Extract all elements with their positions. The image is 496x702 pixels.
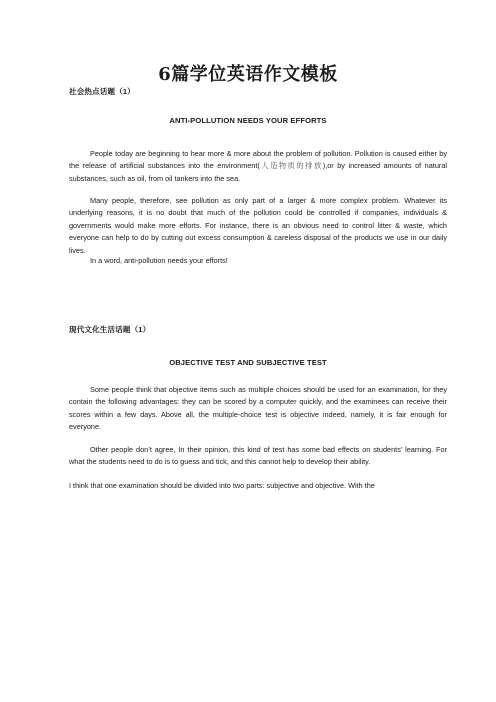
chinese-annotation: 人造物质的排放 — [259, 161, 323, 171]
paragraph-text: ),or by increased amounts of natural substances, such as oil, from oil tankers into the sea. — [69, 161, 447, 183]
paragraph-test-advantages: Some people think that objective items such as multiple choices should be used for an examination, for they contain the following advantages: they can be scored by a computer quickly, and the examinees can receive their scores within a few days. Above all, the multiple-choice test is objective indeed, namely, it is fair enough for everyone. — [69, 385, 447, 432]
paragraph-test-opinion: I think that one examination should be divided into two parts: subjective and objective. With the — [69, 481, 375, 490]
paragraph-pollution-conclusion: In a word, anti-pollution needs your efforts! — [90, 256, 228, 265]
paragraph-pollution-intro — [69, 148, 447, 185]
article-title-objective-test: OBJECTIVE TEST AND SUBJECTIVE TEST — [169, 358, 327, 367]
article-title-anti-pollution: ANTI-POLLUTION NEEDS YOUR EFFORTS — [169, 116, 327, 125]
paragraph-pollution-body: Many people, therefore, see pollution as only part of a larger & more complex problem. Whatever its underlying reasons, it is no doubt that much of the pollution could be controlled if companies, individuals & governments would make more efforts. For instance, there is an obvious need to control litter & waste, which everyone can help to do by cutting out excess consumption & careless disposal of the products we use in our daily lives. — [69, 196, 447, 255]
paragraph-test-disadvantages: Other people don’t agree, In their opinion, this kind of test has some bad effects on students’ learning. For what the students need to do is to guess and tick, and this cannot help to develop their ability. — [69, 445, 447, 467]
document-title: 6篇学位英语作文模板 — [158, 64, 338, 85]
section-heading-culture-topics: 现代文化生活话题（1） — [69, 325, 151, 334]
section-heading-social-topics: 社会热点话题（1） — [69, 87, 135, 96]
paragraph-text: People today are beginning to hear more & more about the problem of pollution. Pollution is caused either by the release of artificial substances into the environment( — [69, 149, 447, 171]
